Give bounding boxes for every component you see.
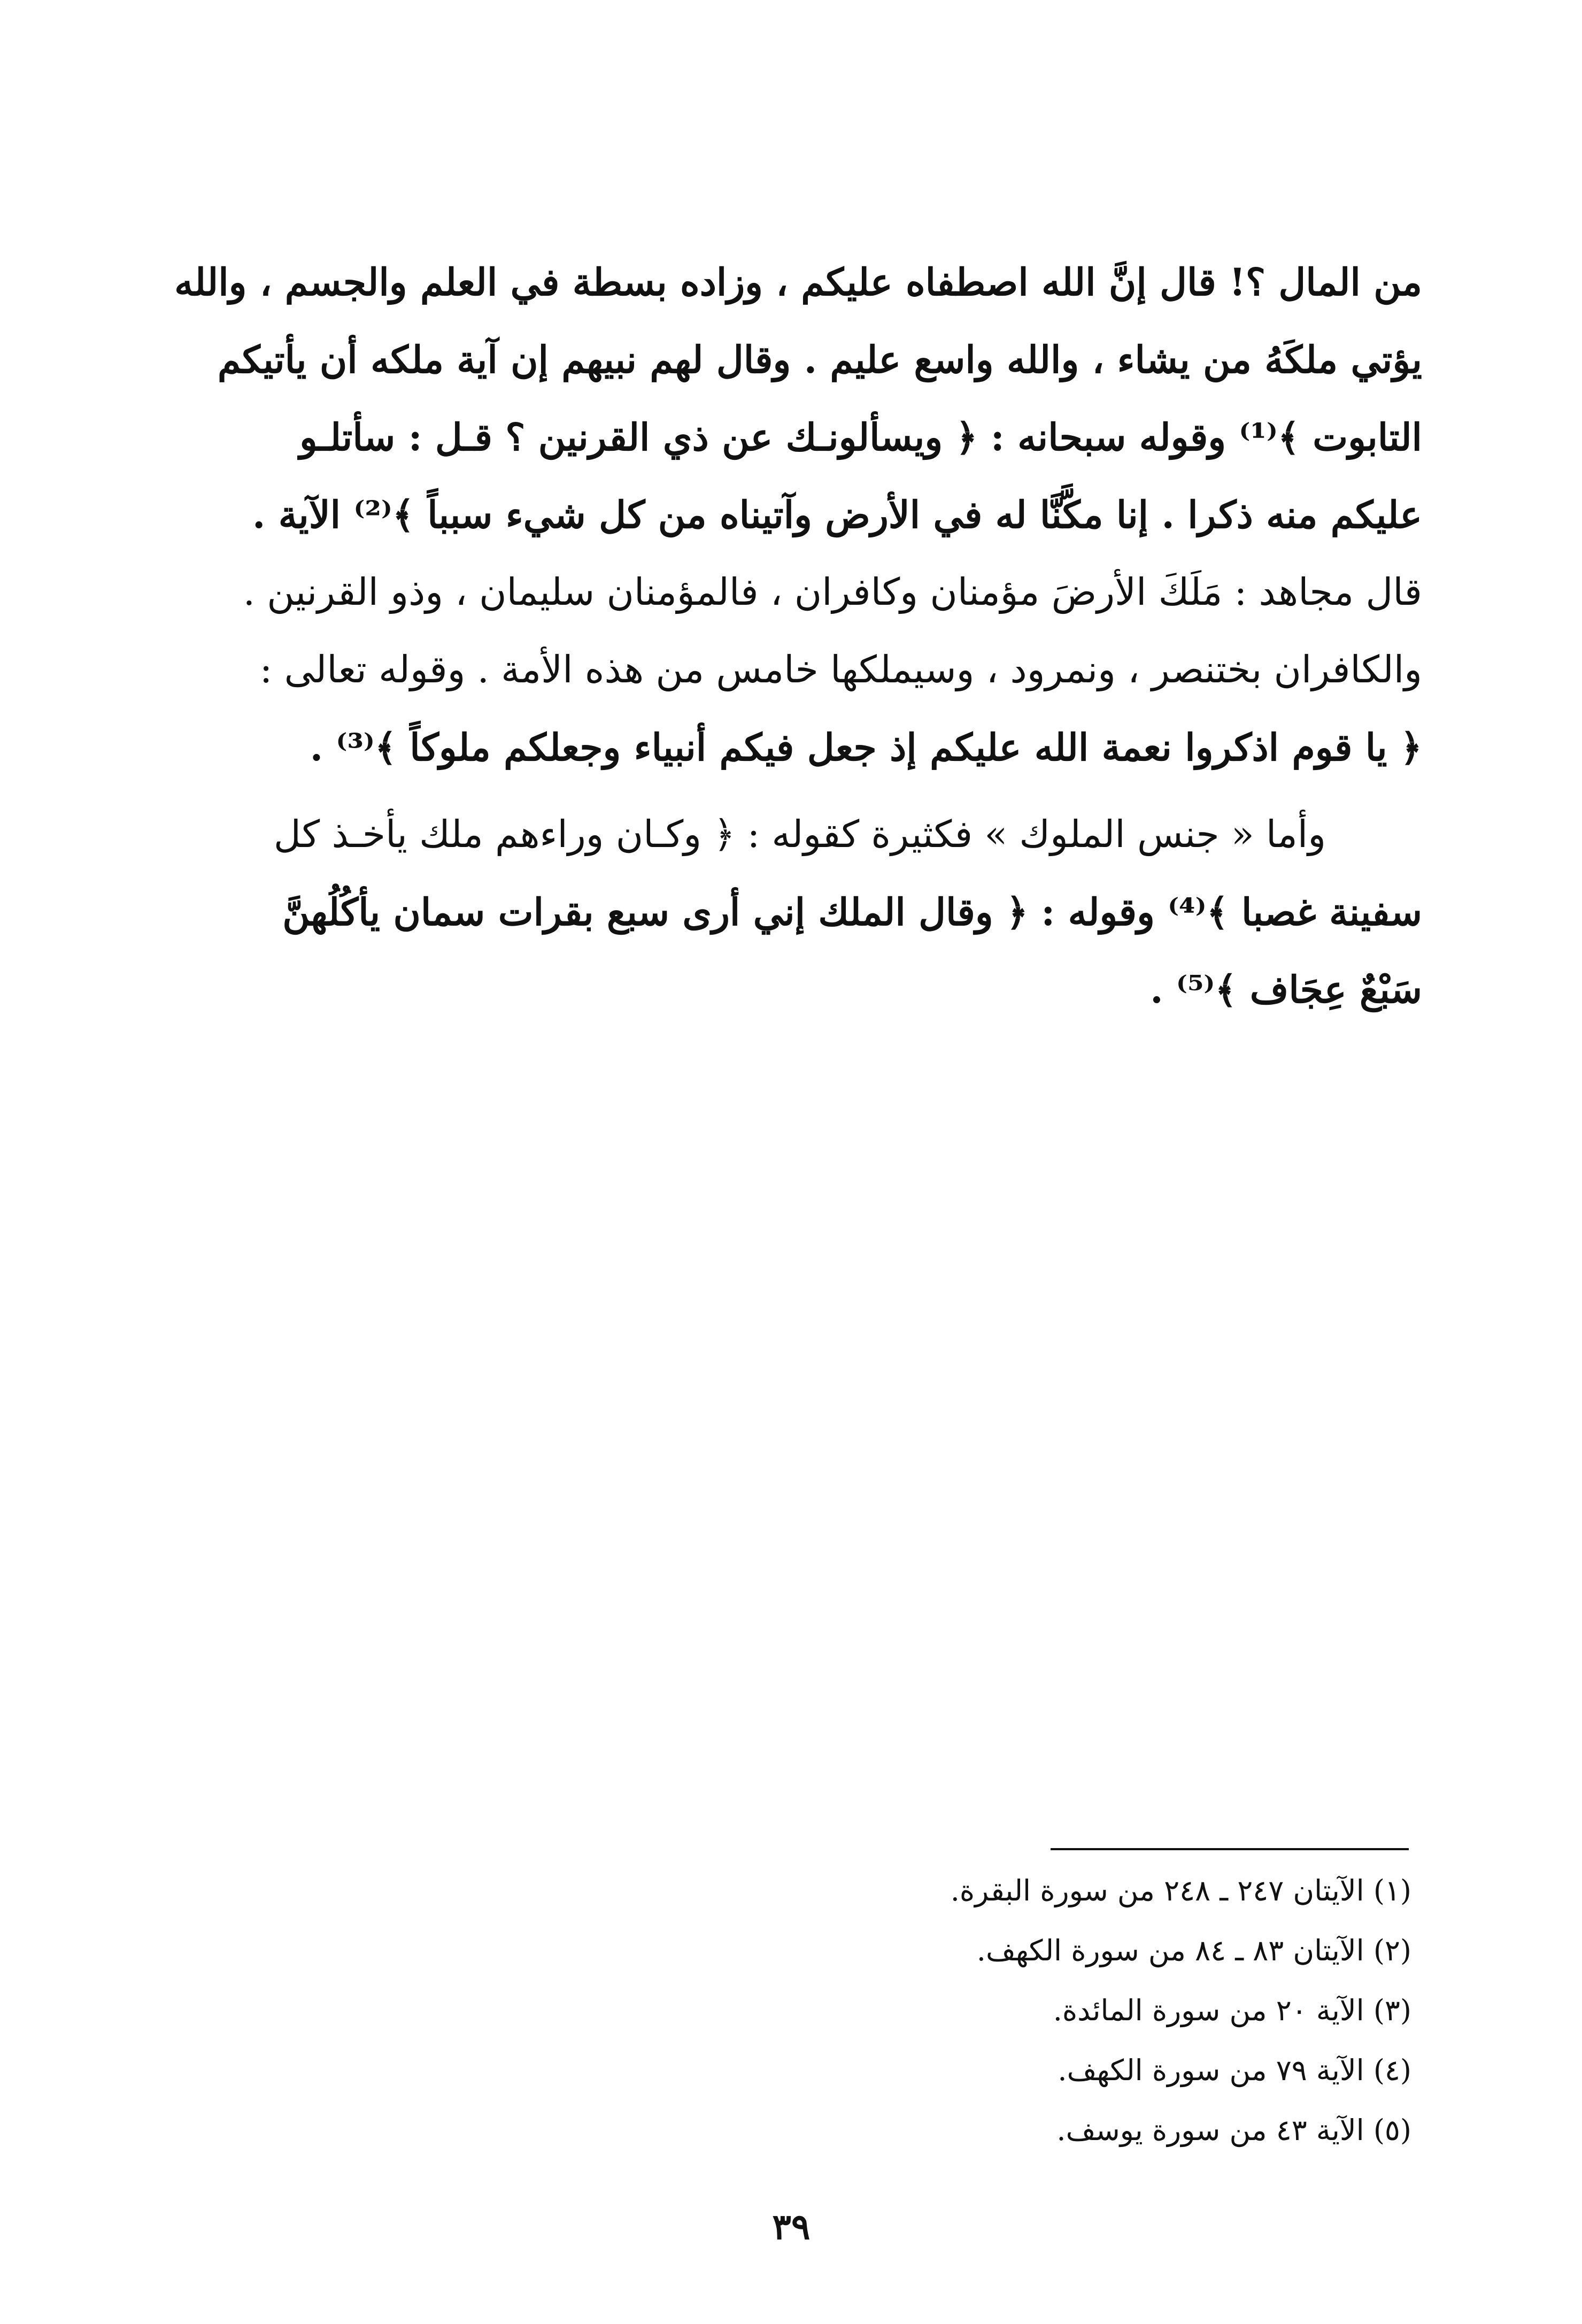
- text-line: ﴿ يا قوم اذكروا نعمة الله عليكم إذ جعل فيكم أنبياء وجعلكم ملوكاً ﴾⁽³⁾ .: [310, 725, 1422, 769]
- main-text: [174, 243, 1422, 1028]
- footnote: (١) الآيتان ٢٤٧ ـ ٢٤٨ من سورة البقرة.: [950, 1874, 1411, 1907]
- text-line: يؤتي ملكَهُ من يشاء ، والله واسع عليم . وقال لهم نبيهم إن آية ملكه أن يأتيكم: [217, 337, 1422, 382]
- text-line: والكافران بختنصر ، ونمرود ، وسيملكها خامس من هذه الأمة . وقوله تعالى :: [259, 648, 1422, 691]
- paragraph-1: [174, 243, 1422, 786]
- footnote: (٥) الآية ٤٣ من سورة يوسف.: [1056, 2113, 1411, 2147]
- footnote: (٣) الآية ٢٠ من سورة المائدة.: [1053, 1994, 1411, 2027]
- text-line: سَبْعٌ عِجَاف ﴾⁽⁵⁾ .: [1150, 967, 1422, 1012]
- footnote: (٢) الآيتان ٨٣ ـ ٨٤ من سورة الكهف.: [976, 1934, 1411, 1967]
- text-line: التابوت ﴾⁽¹⁾ وقوله سبحانه : ﴿ ويسألونـك عن ذي القرنين ؟ قـل : سأتلـو: [299, 415, 1422, 459]
- text-line: وأما « جنس الملوك » فكثيرة كقوله : ﴿ وكـان وراءهم ملك يأخـذ كل: [273, 812, 1326, 856]
- page-number: ٣٩: [772, 2206, 811, 2248]
- footnotes: [642, 1861, 1411, 2160]
- footnote: (٤) الآية ٧٩ من سورة الكهف.: [1058, 2053, 1411, 2087]
- text-line: عليكم منه ذكرا . إنا مكَّنَّا له في الأرض وآتيناه من كل شيء سبباً ﴾⁽²⁾ الآية .: [252, 492, 1422, 537]
- text-line: قال مجاهد : مَلَكَ الأرضَ مؤمنان وكافران ، فالمؤمنان سليمان ، وذو القرنين .: [243, 570, 1422, 614]
- paragraph-2: [243, 796, 1422, 1028]
- text-line: سفينة غصبا ﴾⁽⁴⁾ وقوله : ﴿ وقال الملك إني أرى سبع بقرات سمان يأكُلُهنَّ: [282, 890, 1422, 934]
- footnote-divider: [1051, 1848, 1409, 1850]
- text-line: من المال ؟! قال إنَّ الله اصطفاه عليكم ، وزاده بسطة في العلم والجسم ، والله: [174, 260, 1422, 304]
